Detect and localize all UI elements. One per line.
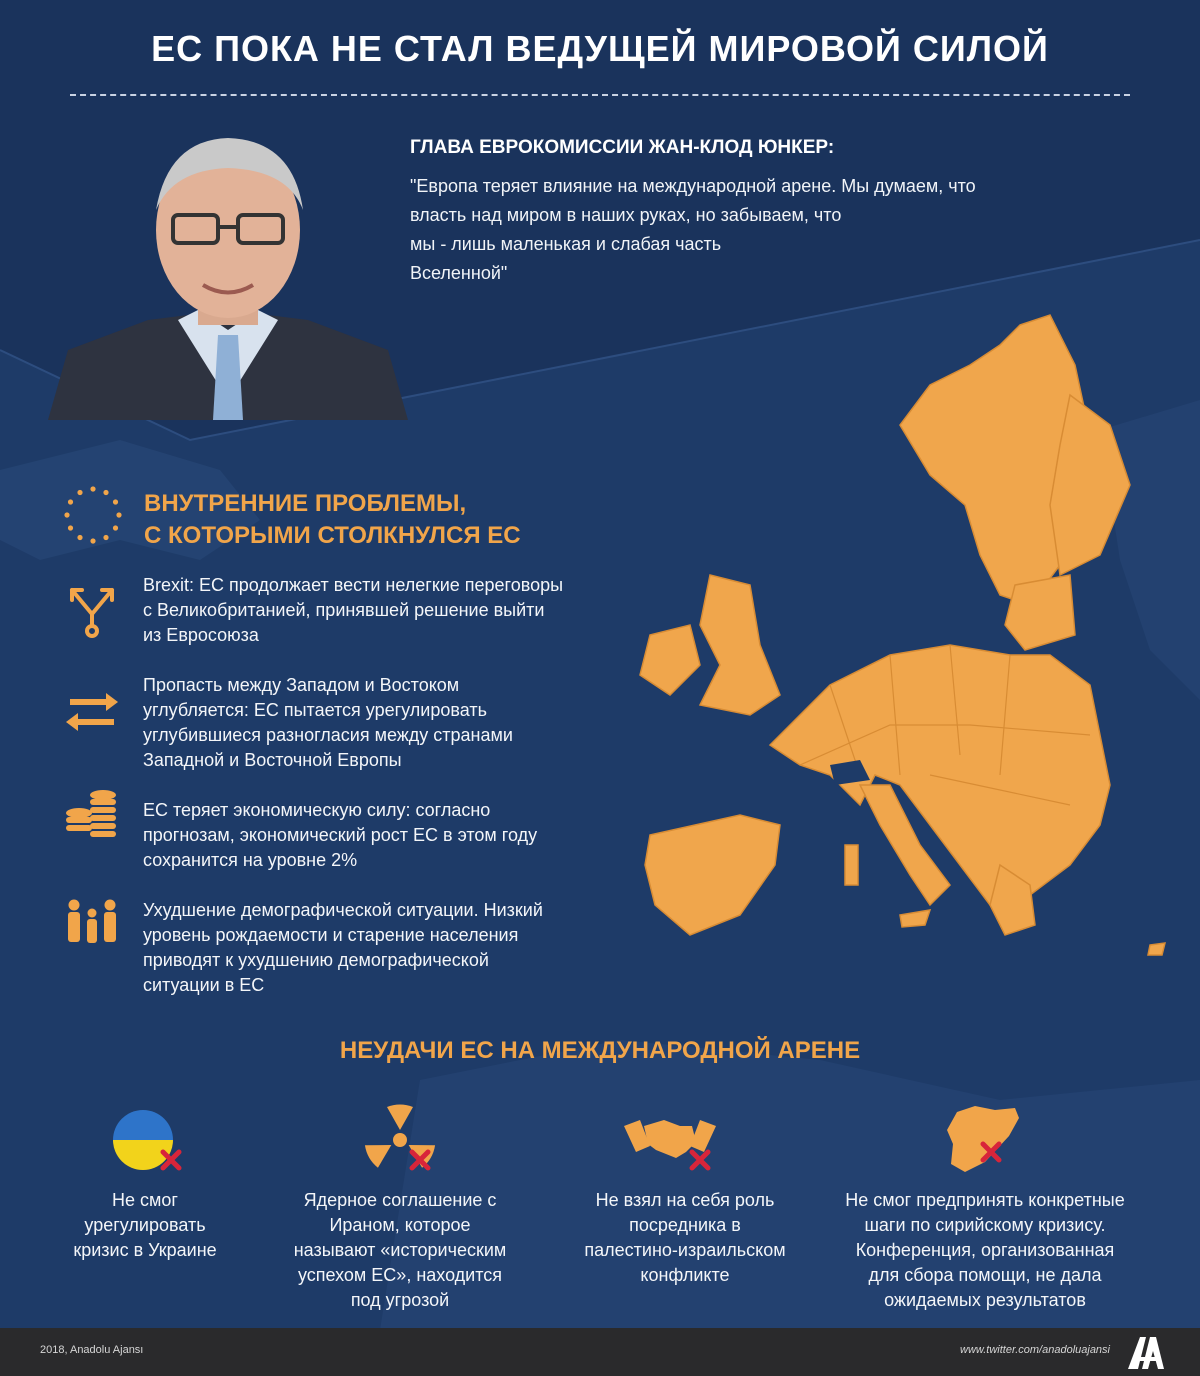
aa-logo-icon [1126, 1333, 1166, 1371]
coins-icon [62, 785, 122, 845]
failure-palestine-text: Не взял на себя роль посредника в палестино-израильском конфликте [584, 1190, 786, 1285]
failure-ukraine-text: Не смог урегулировать кризис в Украине [73, 1190, 217, 1260]
issue-demography-text: Ухудшение демографической ситуации. Низкий уровень рождаемости и старение населения приводят к ухудшению демографической ситуации в ЕС [143, 900, 543, 995]
exchange-arrows-icon [62, 683, 122, 743]
ukraine-flag-icon [95, 1100, 195, 1180]
title-divider [70, 94, 1130, 96]
syria-map-icon [935, 1100, 1035, 1180]
split-arrow-icon [62, 580, 122, 640]
failures-heading: НЕУДАЧИ ЕС НА МЕЖДУНАРОДНОЙ АРЕНЕ [339, 1037, 861, 1064]
footer-copyright: 2018, Anadolu Ajansı [40, 1344, 144, 1356]
issues-heading: ВНУТРЕННИЕ ПРОБЛЕМЫ, С КОТОРЫМИ СТОЛКНУЛСЯ ЕС [144, 490, 521, 549]
handshake-icon [620, 1100, 720, 1180]
quote-text: "Европа теряет влияние на международной арене. Мы думаем, что власть над миром в наших руках, но забываем, что мы - лишь маленькая и слабая часть Вселенной" [410, 176, 976, 283]
issue-brexit-text: Brexit: ЕС продолжает вести нелегкие переговоры с Великобританией, принявшей решение выйти из Евросоюза [143, 575, 564, 645]
issue-economy-text: ЕС теряет экономическую силу: согласно прогнозам, экономический рост ЕС в этом году сохранится на уровне 2% [143, 800, 538, 870]
quote-speaker: ГЛАВА ЕВРОКОМИССИИ ЖАН-КЛОД ЮНКЕР: [410, 137, 835, 158]
eu-stars-icon [62, 484, 124, 546]
failure-syria-text: Не смог предпринять конкретные шаги по сирийскому кризису. Конференция, организованная для сбора помощи, не дала ожидаемых результатов [845, 1190, 1125, 1310]
family-icon [62, 896, 122, 956]
footer-twitter-link[interactable]: www.twitter.com/anadoluajansi [960, 1344, 1110, 1356]
europe-map [630, 305, 1170, 965]
failure-iran-text: Ядерное соглашение с Ираном, которое называют «историческим успехом ЕС», находится под угрозой [293, 1190, 507, 1310]
issue-east-west-text: Пропасть между Западом и Востоком углубляется: ЕС пытается урегулировать углубившиеся разногласия между странами Западной и Восточной Европы [143, 675, 513, 770]
juncker-portrait [48, 120, 408, 420]
radiation-icon [350, 1100, 450, 1180]
page-title: ЕС ПОКА НЕ СТАЛ ВЕДУЩЕЙ МИРОВОЙ СИЛОЙ [151, 28, 1049, 69]
